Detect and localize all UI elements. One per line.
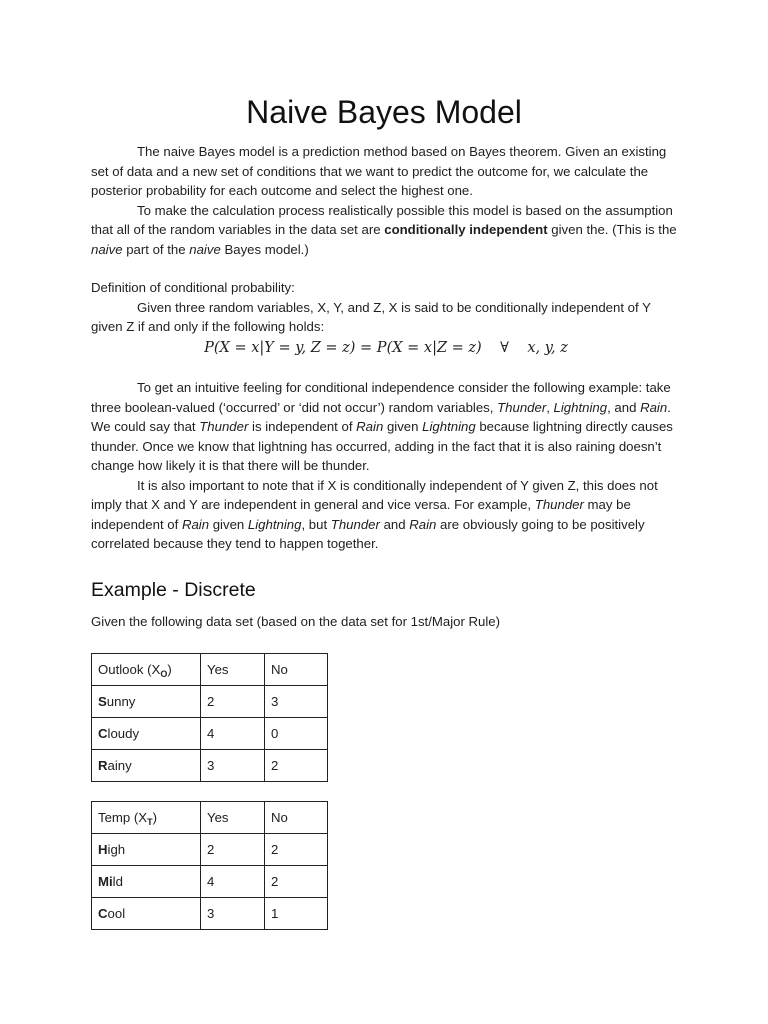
table-row: [92, 898, 328, 930]
text-run: given: [383, 419, 423, 434]
italic-term: Lightning: [553, 399, 608, 415]
lead-letter: C: [98, 906, 108, 921]
lead-letter: S: [98, 694, 107, 709]
example-explanation: [91, 378, 681, 554]
row-label: ainy: [107, 758, 132, 773]
italic-term: naive: [189, 241, 221, 257]
table-header-cell: Yes: [201, 654, 265, 686]
row-label: loudy: [107, 726, 140, 741]
formula-expression: P(X = x|Y = y, Z = z) = P(X = x|Z = z): [204, 339, 482, 356]
table-cell: 1: [265, 898, 328, 930]
italic-term: Rain: [640, 399, 668, 415]
header-subscript: T: [147, 817, 153, 827]
page-title: Naive Bayes Model: [246, 94, 522, 130]
text-run: part of the: [122, 241, 190, 257]
header-close: ): [152, 810, 158, 825]
section-intro: Given the following data set (based on the data set for 1st/Major Rule): [91, 614, 501, 629]
table-header-cell: No: [265, 802, 328, 834]
table-cell: [92, 866, 201, 898]
row-label: ool: [107, 906, 126, 921]
text-run: To get an intuitive feeling for conditional independence consider the following example: take three boolean-valued (‘occurred’ or ‘did not occur’) random variables,: [91, 380, 671, 415]
table-cell: 2: [201, 686, 265, 718]
table-cell: [92, 750, 201, 782]
table-row: [92, 718, 328, 750]
text-run: ,: [546, 399, 554, 415]
table-header-cell: [92, 802, 201, 834]
table-cell: [92, 834, 201, 866]
intro-section: [91, 142, 681, 259]
example-paragraph-1: [91, 378, 681, 476]
italic-term: naive: [91, 241, 123, 257]
lead-letter: R: [98, 758, 108, 773]
italic-term: Lightning: [422, 419, 476, 434]
definition-heading: Definition of conditional probability:: [91, 280, 295, 295]
table-header-row: [92, 802, 328, 834]
text-run: is independent of: [248, 419, 357, 434]
table-header-row: [92, 654, 328, 686]
table-cell: [92, 686, 201, 718]
header-label: Temp (X: [98, 810, 148, 825]
table-row: [92, 866, 328, 898]
bold-term: conditionally independent: [384, 222, 548, 237]
table-cell: 2: [201, 834, 265, 866]
table-header-cell: Yes: [201, 802, 265, 834]
forall-symbol: ∀: [500, 339, 509, 356]
table-row: [92, 750, 328, 782]
italic-term: Thunder: [199, 419, 249, 434]
table-row: [92, 834, 328, 866]
outlook-table: [91, 653, 328, 782]
italic-term: Rain: [181, 516, 210, 532]
italic-term: Thunder: [497, 399, 547, 415]
row-label: unny: [106, 694, 136, 709]
text-run: and: [379, 516, 410, 532]
formula-variables: x, y, z: [527, 339, 568, 356]
text-run: because lightning directly causes thunder. Once we know that lightning has occurred, adding in the fact that it is also raining doesn’t change how likely it is that there will be thunder.: [91, 419, 673, 473]
table-cell: 2: [265, 750, 328, 782]
table-cell: 0: [265, 718, 328, 750]
lead-letter: C: [98, 726, 108, 741]
table-header-cell: [92, 654, 201, 686]
table-cell: [92, 898, 201, 930]
conditional-independence-formula: [91, 337, 681, 359]
text-run: To make the calculation process realistically possible this model is based on the assumption that all of the random variables in the data set are: [91, 202, 673, 237]
italic-term: Thunder: [534, 497, 584, 512]
text-run: are obviously going to be positively correlated because they tend to happen together.: [91, 516, 645, 551]
text-run: may be independent of: [91, 497, 631, 532]
table-cell: 3: [265, 686, 328, 718]
text-run: given: [209, 516, 248, 532]
row-label: ld: [112, 874, 123, 889]
section-heading: Example - Discrete: [91, 579, 256, 601]
example-paragraph-2: [91, 476, 681, 554]
table-cell: 3: [201, 750, 265, 782]
table-cell: 3: [201, 898, 265, 930]
definition-section: [91, 278, 681, 359]
header-label: Outlook (X: [98, 662, 161, 677]
text-run: , and: [607, 399, 641, 415]
table-cell: 4: [201, 866, 265, 898]
definition-body: Given three random variables, X, Y, and Z, X is said to be conditionally independent of Y given Z if and only if the following holds:: [91, 299, 651, 334]
intro-paragraph-2: [91, 201, 681, 260]
text-run: given the. (This is the: [547, 222, 677, 237]
italic-term: Thunder: [330, 516, 380, 532]
lead-letter: Mi: [98, 874, 113, 889]
header-close: ): [167, 662, 172, 677]
table-cell: 4: [201, 718, 265, 750]
row-label: igh: [107, 842, 126, 857]
table-row: [92, 686, 328, 718]
italic-term: Rain: [356, 419, 384, 434]
text-run: . We could say that: [91, 399, 671, 434]
table-cell: 2: [265, 866, 328, 898]
table-cell: [92, 718, 201, 750]
header-subscript: O: [160, 669, 168, 679]
text-run: It is also important to note that if X is conditionally independent of Y given Z, this does not imply that X and Y are independent in general and vice versa. For example,: [91, 477, 658, 512]
italic-term: Lightning: [247, 516, 302, 532]
lead-letter: H: [98, 842, 108, 857]
text-run: Bayes model.): [220, 241, 309, 257]
italic-term: Rain: [409, 516, 437, 532]
intro-paragraph-1: The naive Bayes model is a prediction method based on Bayes theorem. Given an existing set of data and a new set of conditions that we want to predict the outcome for, we calculate the posterior probability for each outcome and select the highest one.: [91, 144, 667, 198]
table-cell: 2: [265, 834, 328, 866]
text-run: , but: [301, 516, 331, 532]
temp-table: [91, 801, 328, 930]
table-header-cell: No: [265, 654, 328, 686]
